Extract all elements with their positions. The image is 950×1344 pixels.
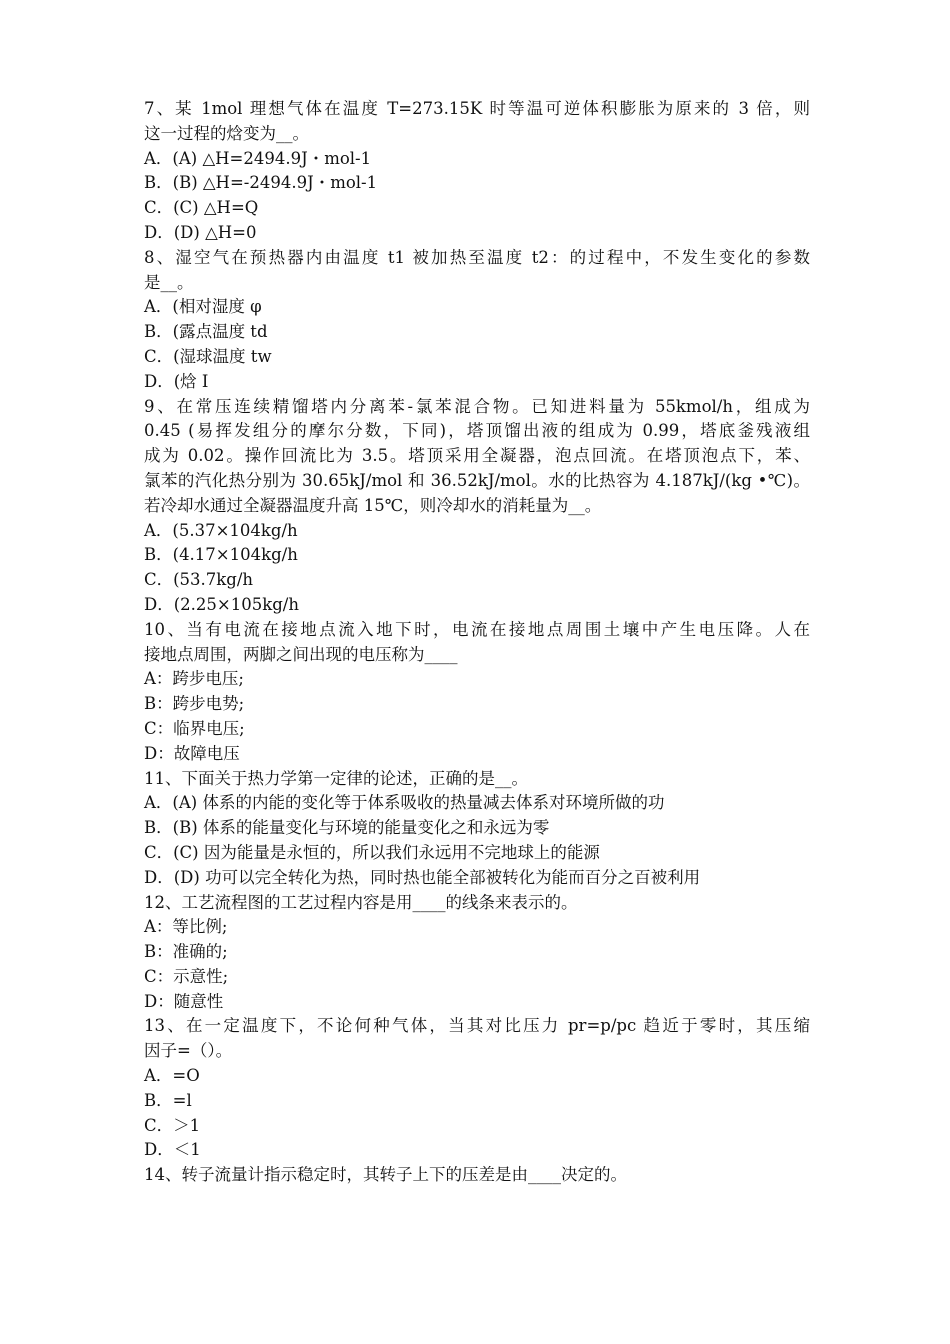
question-13 bbox=[144, 1014, 810, 1163]
question-list bbox=[144, 97, 810, 1188]
question-14 bbox=[144, 1163, 810, 1188]
answer-option: A．(5.37×104kg/h bbox=[144, 520, 298, 540]
question-7 bbox=[144, 97, 810, 246]
answer-option: B：准确的; bbox=[144, 942, 228, 962]
question-stem-line: 14、转子流量计指示稳定时，其转子上下的压差是由____决定的。 bbox=[144, 1165, 627, 1185]
question-stem-line: 若冷却水通过全凝器温度升高 15℃，则冷却水的消耗量为__。 bbox=[144, 495, 602, 515]
question-stem-line: 接地点周围，两脚之间出现的电压称为____ bbox=[144, 644, 458, 664]
answer-option: B．(B) △H=-2494.9J・mol-1 bbox=[144, 173, 378, 193]
question-stem-line: 13、在一定温度下，不论何种气体，当其对比压力 pr=p/pc 趋近于零时，其压缩 bbox=[144, 1016, 810, 1036]
answer-option: B．(B) 体系的能量变化与环境的能量变化之和永远为零 bbox=[144, 818, 550, 838]
question-stem-line: 是__。 bbox=[144, 272, 194, 292]
document-page bbox=[144, 97, 810, 1188]
answer-option: D：随意性 bbox=[144, 991, 224, 1011]
answer-option: D．(焓 I bbox=[144, 371, 209, 391]
answer-option: C：临界电压; bbox=[144, 718, 245, 738]
question-stem-line: 因子=（）。 bbox=[144, 1041, 233, 1061]
answer-option: D．(D) 功可以完全转化为热，同时热也能全部被转化为能而百分之百被利用 bbox=[144, 867, 701, 887]
answer-option: D．(D) △H=0 bbox=[144, 222, 257, 242]
answer-option: A．(A) △H=2494.9J・mol-1 bbox=[144, 148, 372, 168]
question-stem-line: 12、工艺流程图的工艺过程内容是用____的线条来表示的。 bbox=[144, 892, 578, 912]
answer-option: D．＜1 bbox=[144, 1140, 201, 1160]
question-9 bbox=[144, 395, 810, 618]
question-11 bbox=[144, 767, 810, 891]
answer-option: D．(2.25×105kg/h bbox=[144, 594, 299, 614]
question-stem-line: 0.45 (易挥发组分的摩尔分数，下同)，塔顶馏出液的组成为 0.99，塔底釜残液组 bbox=[144, 421, 810, 441]
question-12 bbox=[144, 891, 810, 1015]
answer-option: A：等比例; bbox=[144, 917, 228, 937]
answer-option: B．=l bbox=[144, 1090, 192, 1110]
question-stem-line: 11、下面关于热力学第一定律的论述，正确的是__。 bbox=[144, 768, 528, 788]
answer-option: A．(相对湿度 φ bbox=[144, 297, 262, 317]
answer-option: B：跨步电势; bbox=[144, 694, 245, 714]
answer-option: C．(C) △H=Q bbox=[144, 198, 259, 218]
answer-option: C．(C) 因为能量是永恒的，所以我们永远用不完地球上的能源 bbox=[144, 842, 600, 862]
answer-option: C．(湿球温度 tw bbox=[144, 346, 272, 366]
answer-option: C．＞1 bbox=[144, 1115, 201, 1135]
answer-option: C．(53.7kg/h bbox=[144, 570, 254, 590]
answer-option: C：示意性; bbox=[144, 966, 229, 986]
question-stem-line: 10、当有电流在接地点流入地下时，电流在接地点周围土壤中产生电压降。人在 bbox=[144, 619, 810, 639]
answer-option: A：跨步电压; bbox=[144, 669, 244, 689]
answer-option: B．(露点温度 td bbox=[144, 322, 268, 342]
question-10 bbox=[144, 618, 810, 767]
question-stem-line: 成为 0.02。操作回流比为 3.5。塔顶采用全凝器，泡点回流。在塔顶泡点下，苯、 bbox=[144, 446, 810, 466]
answer-option: A．=O bbox=[144, 1066, 200, 1086]
question-stem-line: 氯苯的汽化热分别为 30.65kJ/mol 和 36.52kJ/mol。水的比热容为 4.187kJ/(kg •℃)。 bbox=[144, 470, 810, 490]
question-stem-line: 8、湿空气在预热器内由温度 t1 被加热至温度 t2：的过程中，不发生变化的参数 bbox=[144, 247, 810, 267]
answer-option: A．(A) 体系的内能的变化等于体系吸收的热量减去体系对环境所做的功 bbox=[144, 793, 665, 813]
answer-option: B．(4.17×104kg/h bbox=[144, 545, 298, 565]
question-8 bbox=[144, 246, 810, 395]
question-stem-line: 9、在常压连续精馏塔内分离苯-氯苯混合物。已知进料量为 55kmol/h，组成为 bbox=[144, 396, 810, 416]
question-stem-line: 7、某 1mol 理想气体在温度 T=273.15K 时等温可逆体积膨胀为原来的 3 倍，则 bbox=[144, 99, 810, 118]
answer-option: D：故障电压 bbox=[144, 743, 240, 763]
question-stem-line: 这一过程的焓变为__。 bbox=[144, 123, 309, 143]
